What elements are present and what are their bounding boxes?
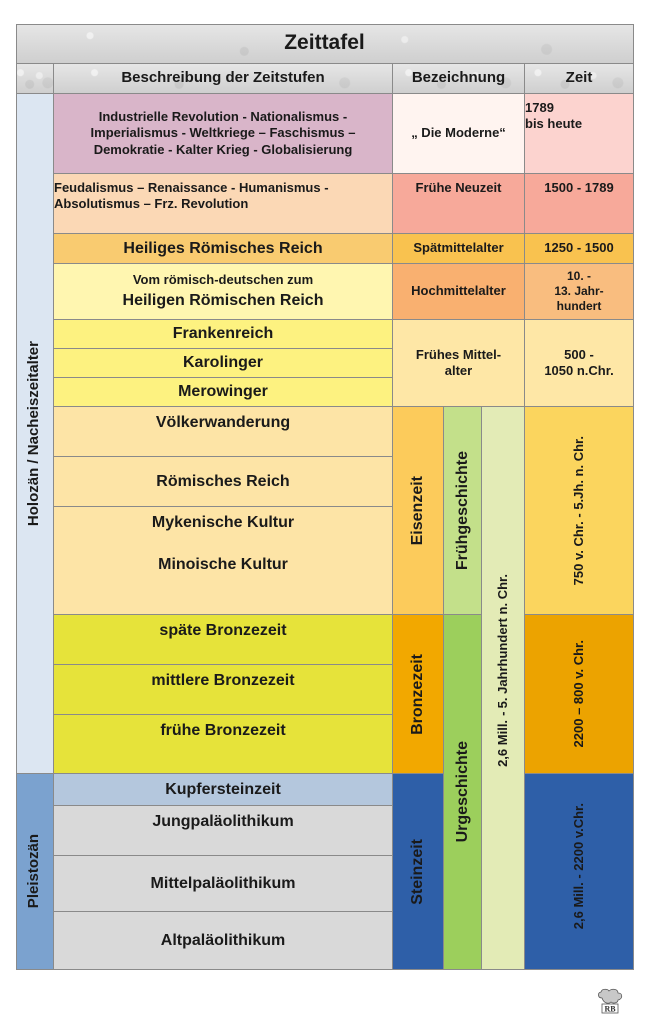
designation-time-span: 2,6 Mill. - 5. Jahrhundert n. Chr. <box>482 407 525 970</box>
row-neuzeit-description: Feudalismus – Renaissance - Humanismus - Absolutismus – Frz. Revolution <box>54 174 393 234</box>
row-frankenreich: Frankenreich <box>54 320 393 349</box>
time-bronzezeit: 2200 – 800 v. Chr. <box>525 615 634 774</box>
row-roemisches-reich: Römisches Reich <box>54 457 393 507</box>
time-fruehes-mittelalter: 500 - 1050 n.Chr. <box>525 320 634 407</box>
time-eisenzeit: 750 v. Chr. - 5.Jh. n. Chr. <box>525 407 634 615</box>
designation-moderne: „ Die Moderne“ <box>393 94 525 174</box>
designation-bronzezeit: Bronzezeit <box>393 615 444 774</box>
row-mittelpalaeolithikum: Mittelpaläolithikum <box>54 856 393 912</box>
designation-eisenzeit: Eisenzeit <box>393 407 444 615</box>
row-mykenische-minoische: Mykenische Kultur Minoische Kultur <box>54 507 393 615</box>
row-kupfersteinzeit: Kupfersteinzeit <box>54 774 393 806</box>
row-karolinger: Karolinger <box>54 349 393 378</box>
row-spaete-bronzezeit: späte Bronzezeit <box>54 615 393 665</box>
time-hochmittelalter: 10. - 13. Jahr- hundert <box>525 264 634 320</box>
row-jungpalaeolithikum: Jungpaläolithikum <box>54 806 393 856</box>
row-heiliges-roemisches-reich-2: Vom römisch-deutschen zum Heiligen Römischen Reich <box>54 264 393 320</box>
logo-text: RB <box>604 1004 616 1014</box>
row-heiliges-roemisches-reich: Heiliges Römisches Reich <box>54 234 393 264</box>
designation-fruehe-neuzeit: Frühe Neuzeit <box>393 174 525 234</box>
designation-hochmittelalter: Hochmittelalter <box>393 264 525 320</box>
era-holozaen: Holozän / Nacheiszeitalter <box>16 94 54 774</box>
header-designation: Bezeichnung <box>393 64 525 94</box>
row-altpalaeolithikum: Altpaläolithikum <box>54 912 393 970</box>
time-moderne: 1789 bis heute <box>525 94 634 174</box>
designation-spaetmittelalter: Spätmittelalter <box>393 234 525 264</box>
row-mittlere-bronzezeit: mittlere Bronzezeit <box>54 665 393 715</box>
designation-fruehgeschichte: Frühgeschichte <box>444 407 482 615</box>
row-moderne-description: Industrielle Revolution - Nationalismus - Imperialismus - Weltkriege – Faschismus – Demokratie - Kalter Krieg - Globalisierung <box>54 94 393 174</box>
header-time: Zeit <box>525 64 634 94</box>
row-fruehe-bronzezeit: frühe Bronzezeit <box>54 715 393 774</box>
era-pleistozaen: Pleistozän <box>16 774 54 970</box>
header-corner <box>16 64 54 94</box>
designation-steinzeit: Steinzeit <box>393 774 444 970</box>
title: Zeittafel <box>16 24 634 64</box>
designation-urgeschichte: Urgeschichte <box>444 615 482 970</box>
time-spaetmittelalter: 1250 - 1500 <box>525 234 634 264</box>
time-steinzeit: 2,6 Mill. - 2200 v.Chr. <box>525 774 634 970</box>
time-neuzeit: 1500 - 1789 <box>525 174 634 234</box>
designation-fruehes-mittelalter: Frühes Mittel- alter <box>393 320 525 407</box>
row-merowinger: Merowinger <box>54 378 393 407</box>
header-description: Beschreibung der Zeitstufen <box>54 64 393 94</box>
row-voelkerwanderung: Völkerwanderung <box>54 407 393 457</box>
rb-logo-icon <box>596 988 624 1014</box>
